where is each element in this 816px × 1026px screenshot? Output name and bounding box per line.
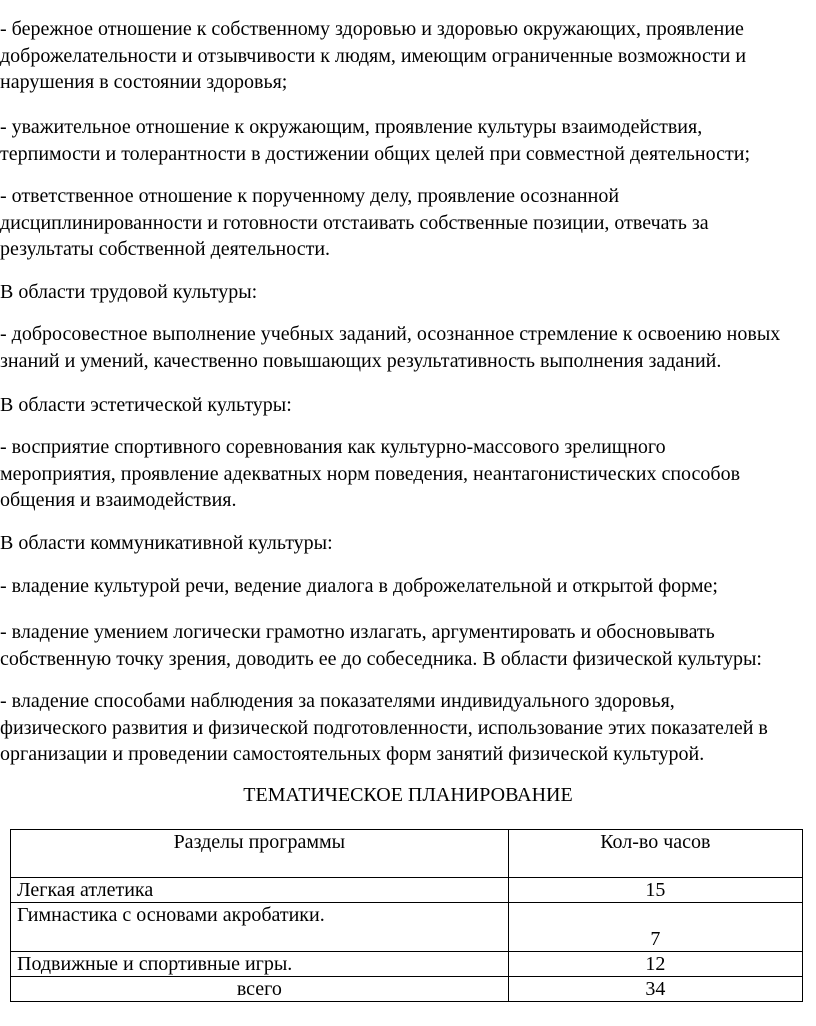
header-hours: Кол-во часов [508, 830, 802, 878]
cell-section: Подвижные и спортивные игры. [11, 952, 509, 977]
text-line: мероприятия, проявление адекватных норм поведения, неантагонистических способов [0, 462, 741, 485]
table-row [11, 878, 803, 903]
text-line: нарушения в состоянии здоровья; [0, 71, 288, 93]
heading-aesthetic-culture [0, 392, 816, 419]
text-line: В области трудовой культуры: [0, 281, 258, 303]
paragraph-respect [0, 114, 816, 167]
text-line: собственную точку зрения, доводить ее до собеседника. В области физической культуры: [0, 647, 762, 670]
heading-labor-culture [0, 279, 816, 306]
text-line: доброжелательности и отзывчивости к людям, имеющим ограниченные возможности и [0, 44, 747, 67]
text-line: знаний и умений, качественно повышающих результативность выполнения заданий. [0, 349, 722, 372]
text-line: В области коммуникативной культуры: [0, 532, 333, 554]
cell-total-label: всего [11, 977, 509, 1002]
text-line: - владение способами наблюдения за показателями индивидуального здоровья, [0, 690, 675, 712]
text-line: - ответственное отношение к порученному делу, проявление осознанной [0, 185, 620, 207]
text-line: терпимости и толерантности в достижении общих целей при совместной деятельности; [0, 142, 750, 165]
table-row [11, 903, 803, 952]
text-line: физического развития и физической подготовленности, использование этих показателей в [0, 716, 768, 739]
text-line: - добросовестное выполнение учебных заданий, осознанное стремление к освоению новых [0, 323, 781, 345]
cell-hours: 15 [508, 878, 802, 903]
paragraph-responsibility [0, 183, 816, 263]
paragraph-labor [0, 321, 816, 374]
section-title: ТЕМАТИЧЕСКОЕ ПЛАНИРОВАНИЕ [243, 784, 573, 806]
text-line: - бережное отношение к собственному здоровью и здоровью окружающих, проявление [0, 18, 744, 40]
text-line: В области эстетической культуры: [0, 394, 292, 416]
text-line: результаты собственной деятельности. [0, 238, 331, 260]
text-line: дисциплинированности и готовности отстаивать собственные позиции, отвечать за [0, 211, 709, 234]
cell-hours: 7 [508, 903, 802, 952]
paragraph-health [0, 16, 816, 96]
paragraph-argumentation [0, 619, 816, 672]
text-line: - владение умением логически грамотно излагать, аргументировать и обосновывать [0, 621, 715, 643]
text-line: - уважительное отношение к окружающим, проявление культуры взаимодействия, [0, 116, 703, 138]
table-row [11, 952, 803, 977]
paragraph-observation [0, 688, 816, 768]
text-line: - восприятие спортивного соревнования как культурно-массового зрелищного [0, 436, 666, 458]
text-line: - владение культурой речи, ведение диалога в доброжелательной и открытой форме; [0, 575, 718, 597]
table-header-row [11, 830, 803, 878]
heading-communicative-culture [0, 530, 816, 557]
paragraph-speech [0, 573, 816, 600]
cell-hours: 12 [508, 952, 802, 977]
paragraph-aesthetic [0, 434, 816, 514]
header-sections: Разделы программы [11, 830, 509, 878]
cell-section: Гимнастика с основами акробатики. [11, 903, 509, 952]
thematic-planning-table [10, 829, 803, 1002]
table-total-row [11, 977, 803, 1002]
cell-section: Легкая атлетика [11, 878, 509, 903]
text-line: общения и взаимодействия. [0, 489, 237, 511]
cell-total-hours: 34 [508, 977, 802, 1002]
text-line: организации и проведении самостоятельных форм занятий физической культурой. [0, 743, 705, 765]
